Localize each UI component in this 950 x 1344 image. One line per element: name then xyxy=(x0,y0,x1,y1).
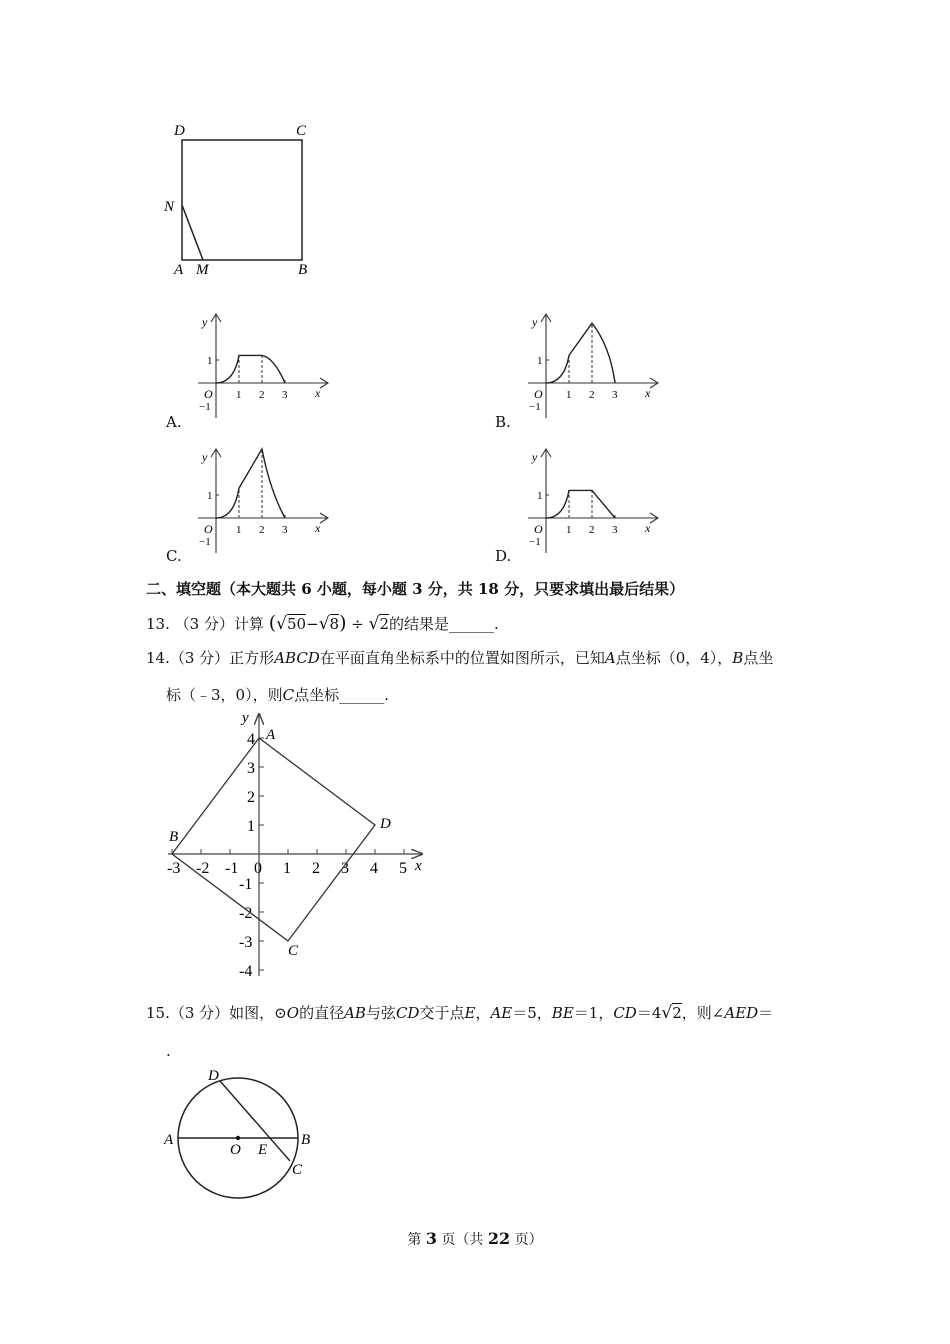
graph-label-y: y xyxy=(532,450,538,464)
graph-tick-1: 1 xyxy=(566,389,572,401)
q15-var-cd: CD xyxy=(395,1004,420,1022)
circle-label-o: O xyxy=(230,1142,241,1158)
q15-var-e: E xyxy=(464,1004,476,1022)
q15-text-b: 的直径 xyxy=(299,1004,345,1022)
q14-text-2b: 点坐标 xyxy=(294,686,340,704)
point-d: D xyxy=(380,816,391,832)
footer-b: 页（共 xyxy=(436,1232,488,1248)
graph-label-y: y xyxy=(532,315,538,329)
q15-text-a: 如图，⊙ xyxy=(229,1004,287,1022)
section-title: 二、填空题（本大题共 6 小题，每小题 3 分，共 18 分，只要求填出最后结果） xyxy=(146,580,685,598)
q15-text-d: 交于点 xyxy=(419,1004,465,1022)
graph-tick-2: 2 xyxy=(589,524,595,536)
graph-label-y: y xyxy=(202,315,208,329)
point-b: B xyxy=(169,829,179,845)
square-abcd xyxy=(182,140,302,260)
y-tick-label: -1 xyxy=(239,876,253,893)
x-tick-label: 0 xyxy=(254,860,262,877)
graph-curve xyxy=(546,323,615,383)
axis-label-x: x xyxy=(415,858,422,874)
graph-tick-2: 2 xyxy=(259,524,265,536)
graph-tick-1: 1 xyxy=(236,389,242,401)
graph-tick-1: 1 xyxy=(236,524,242,536)
graph-label-x: x xyxy=(315,386,321,400)
q15-var-ab: AB xyxy=(344,1004,366,1022)
q15-text-c: 与弦 xyxy=(365,1004,396,1022)
square-figure xyxy=(150,115,330,285)
segment-nm xyxy=(182,205,203,260)
q15-var-aed: AED xyxy=(724,1004,759,1022)
x-tick-label: -3 xyxy=(167,860,181,877)
circle-label-b: B xyxy=(301,1132,311,1148)
point-a: A xyxy=(266,727,276,743)
graph-label-neg-one: −1 xyxy=(199,401,211,413)
x-tick-label: -2 xyxy=(196,860,210,877)
square-polygon xyxy=(172,738,375,941)
label-b: B xyxy=(298,262,308,278)
choice-graph-d xyxy=(520,445,670,560)
q14-text-1b: 在平面直角坐标系中的位置如图所示，已知 xyxy=(319,649,605,667)
page-footer xyxy=(0,1229,950,1250)
x-tick-label: 5 xyxy=(399,860,407,877)
graph-label-x: x xyxy=(315,521,321,535)
coordinate-figure xyxy=(150,708,440,988)
question-15-line-1: 15.（3 分）如图，⊙O的直径AB与弦CD交于点E，AE＝5，BE＝1，CD＝4√2，则∠AED＝ xyxy=(146,1003,774,1023)
circle-label-e: E xyxy=(258,1142,268,1158)
x-tick-label: 3 xyxy=(341,860,349,877)
x-tick-label: 1 xyxy=(283,860,291,877)
q15-var-o: O xyxy=(286,1004,300,1022)
q13-expr-close: ) xyxy=(339,612,347,634)
q15-radicand: 2 xyxy=(672,1004,682,1022)
q15-text-j: ＝ xyxy=(758,1004,774,1022)
graph-label-neg-one: −1 xyxy=(529,401,541,413)
q14-text-1a: 正方形 xyxy=(229,649,275,667)
q14-number: 14. xyxy=(146,649,170,667)
graph-tick-2: 2 xyxy=(589,389,595,401)
question-14-line-2 xyxy=(166,685,389,705)
graph-tick-3: 3 xyxy=(282,389,288,401)
y-tick-label: -3 xyxy=(239,934,253,951)
choice-d-label[interactable]: D. xyxy=(495,547,512,565)
graph-curve xyxy=(546,490,615,518)
graph-label-neg-one: −1 xyxy=(199,536,211,548)
q15-var-ae: AE xyxy=(490,1004,513,1022)
q14-text-1c: 点坐标（0，4）， xyxy=(615,649,733,667)
graph-tick-2: 2 xyxy=(259,389,265,401)
question-15-line-2[interactable]: . xyxy=(166,1042,171,1060)
q15-text-h: ＝4 xyxy=(636,1004,662,1022)
q13-radicand-3: 2 xyxy=(379,615,390,633)
graph-label-y: y xyxy=(202,450,208,464)
circle-figure xyxy=(150,1062,330,1212)
q13-div: ÷ xyxy=(351,615,364,633)
q14-var-b: B xyxy=(732,649,744,667)
footer-page-number: 3 xyxy=(425,1229,437,1248)
graph-tick-3: 3 xyxy=(612,524,618,536)
graph-curve xyxy=(216,355,285,383)
point-c: C xyxy=(288,943,299,959)
graph-tick-1: 1 xyxy=(566,524,572,536)
q14-var-a: A xyxy=(604,649,616,667)
label-d: D xyxy=(174,123,185,139)
q15-text-f: ＝5， xyxy=(512,1004,552,1022)
choice-a-label[interactable]: A. xyxy=(166,413,182,431)
q15-var-cd-2: CD xyxy=(613,1004,637,1022)
q15-text-e: ， xyxy=(475,1004,491,1022)
x-tick-label: 2 xyxy=(312,860,320,877)
q15-number: 15. xyxy=(146,1004,170,1022)
choice-c-label[interactable]: C. xyxy=(166,547,182,565)
y-tick-label: 4 xyxy=(247,731,255,748)
q13-number: 13. xyxy=(146,615,170,633)
graph-label-one: 1 xyxy=(207,490,213,502)
footer-total-pages: 22 xyxy=(487,1229,511,1248)
q13-blank[interactable]: ______ xyxy=(449,615,495,633)
axis-label-y: y xyxy=(242,710,249,726)
circle-label-a: A xyxy=(164,1132,174,1148)
q13-text-a: 计算 xyxy=(233,615,264,633)
graph-label-x: x xyxy=(645,521,651,535)
circle-label-d: D xyxy=(208,1068,219,1084)
graph-label-origin: O xyxy=(204,522,213,536)
q15-text-i: ，则∠ xyxy=(681,1004,725,1022)
question-13: 13. （3 分）计算 (√50−√8) ÷ √2的结果是______. xyxy=(146,612,499,634)
q13-end: . xyxy=(494,615,499,633)
q14-blank[interactable]: ______ xyxy=(339,686,385,704)
label-m: M xyxy=(196,262,209,278)
q15-points: （3 分） xyxy=(169,1004,230,1022)
label-c: C xyxy=(296,123,307,139)
y-tick-label: -4 xyxy=(239,963,253,980)
y-tick-label: -2 xyxy=(239,905,253,922)
graph-curve xyxy=(216,449,285,518)
label-a: A xyxy=(174,262,184,278)
q15-text-g: ＝1， xyxy=(573,1004,614,1022)
x-tick-label: -1 xyxy=(225,860,239,877)
graph-tick-3: 3 xyxy=(612,389,618,401)
center-dot xyxy=(236,1136,240,1140)
circle-label-c: C xyxy=(292,1162,303,1178)
q14-var-abcd: ABCD xyxy=(274,649,320,667)
x-tick-label: 4 xyxy=(370,860,378,877)
q14-text-2a: 标（﹣3，0），则 xyxy=(166,686,283,704)
graph-label-origin: O xyxy=(204,387,213,401)
graph-label-neg-one: −1 xyxy=(529,536,541,548)
q13-expr-open: ( xyxy=(268,612,277,634)
graph-label-one: 1 xyxy=(207,355,213,367)
graph-label-one: 1 xyxy=(537,490,543,502)
q15-var-be: BE xyxy=(551,1004,574,1022)
graph-label-origin: O xyxy=(534,522,543,536)
choice-b-label[interactable]: B. xyxy=(495,413,511,431)
choice-graph-c xyxy=(190,445,340,560)
footer-c: 页） xyxy=(510,1232,543,1248)
q14-points: （3 分） xyxy=(169,649,230,667)
choice-graph-a xyxy=(190,310,340,425)
y-tick-label: 2 xyxy=(247,789,255,806)
graph-tick-3: 3 xyxy=(282,524,288,536)
q13-radicand-1: 50 xyxy=(287,615,307,633)
graph-label-one: 1 xyxy=(537,355,543,367)
q14-var-c: C xyxy=(282,686,295,704)
graph-label-origin: O xyxy=(534,387,543,401)
q13-minus: − xyxy=(306,615,319,633)
footer-a: 第 xyxy=(407,1232,426,1248)
q13-points: （3 分） xyxy=(174,615,234,633)
y-tick-label: 3 xyxy=(247,760,255,777)
q13-radicand-2: 8 xyxy=(329,615,340,633)
y-tick-label: 1 xyxy=(247,818,255,835)
graph-label-x: x xyxy=(645,386,651,400)
q14-text-1d: 点坐 xyxy=(743,649,774,667)
q13-text-b: 的结果是 xyxy=(389,615,450,633)
question-14-line-1 xyxy=(146,648,773,668)
q14-end: . xyxy=(384,686,389,704)
choice-graph-b xyxy=(520,310,670,425)
label-n: N xyxy=(164,199,175,215)
